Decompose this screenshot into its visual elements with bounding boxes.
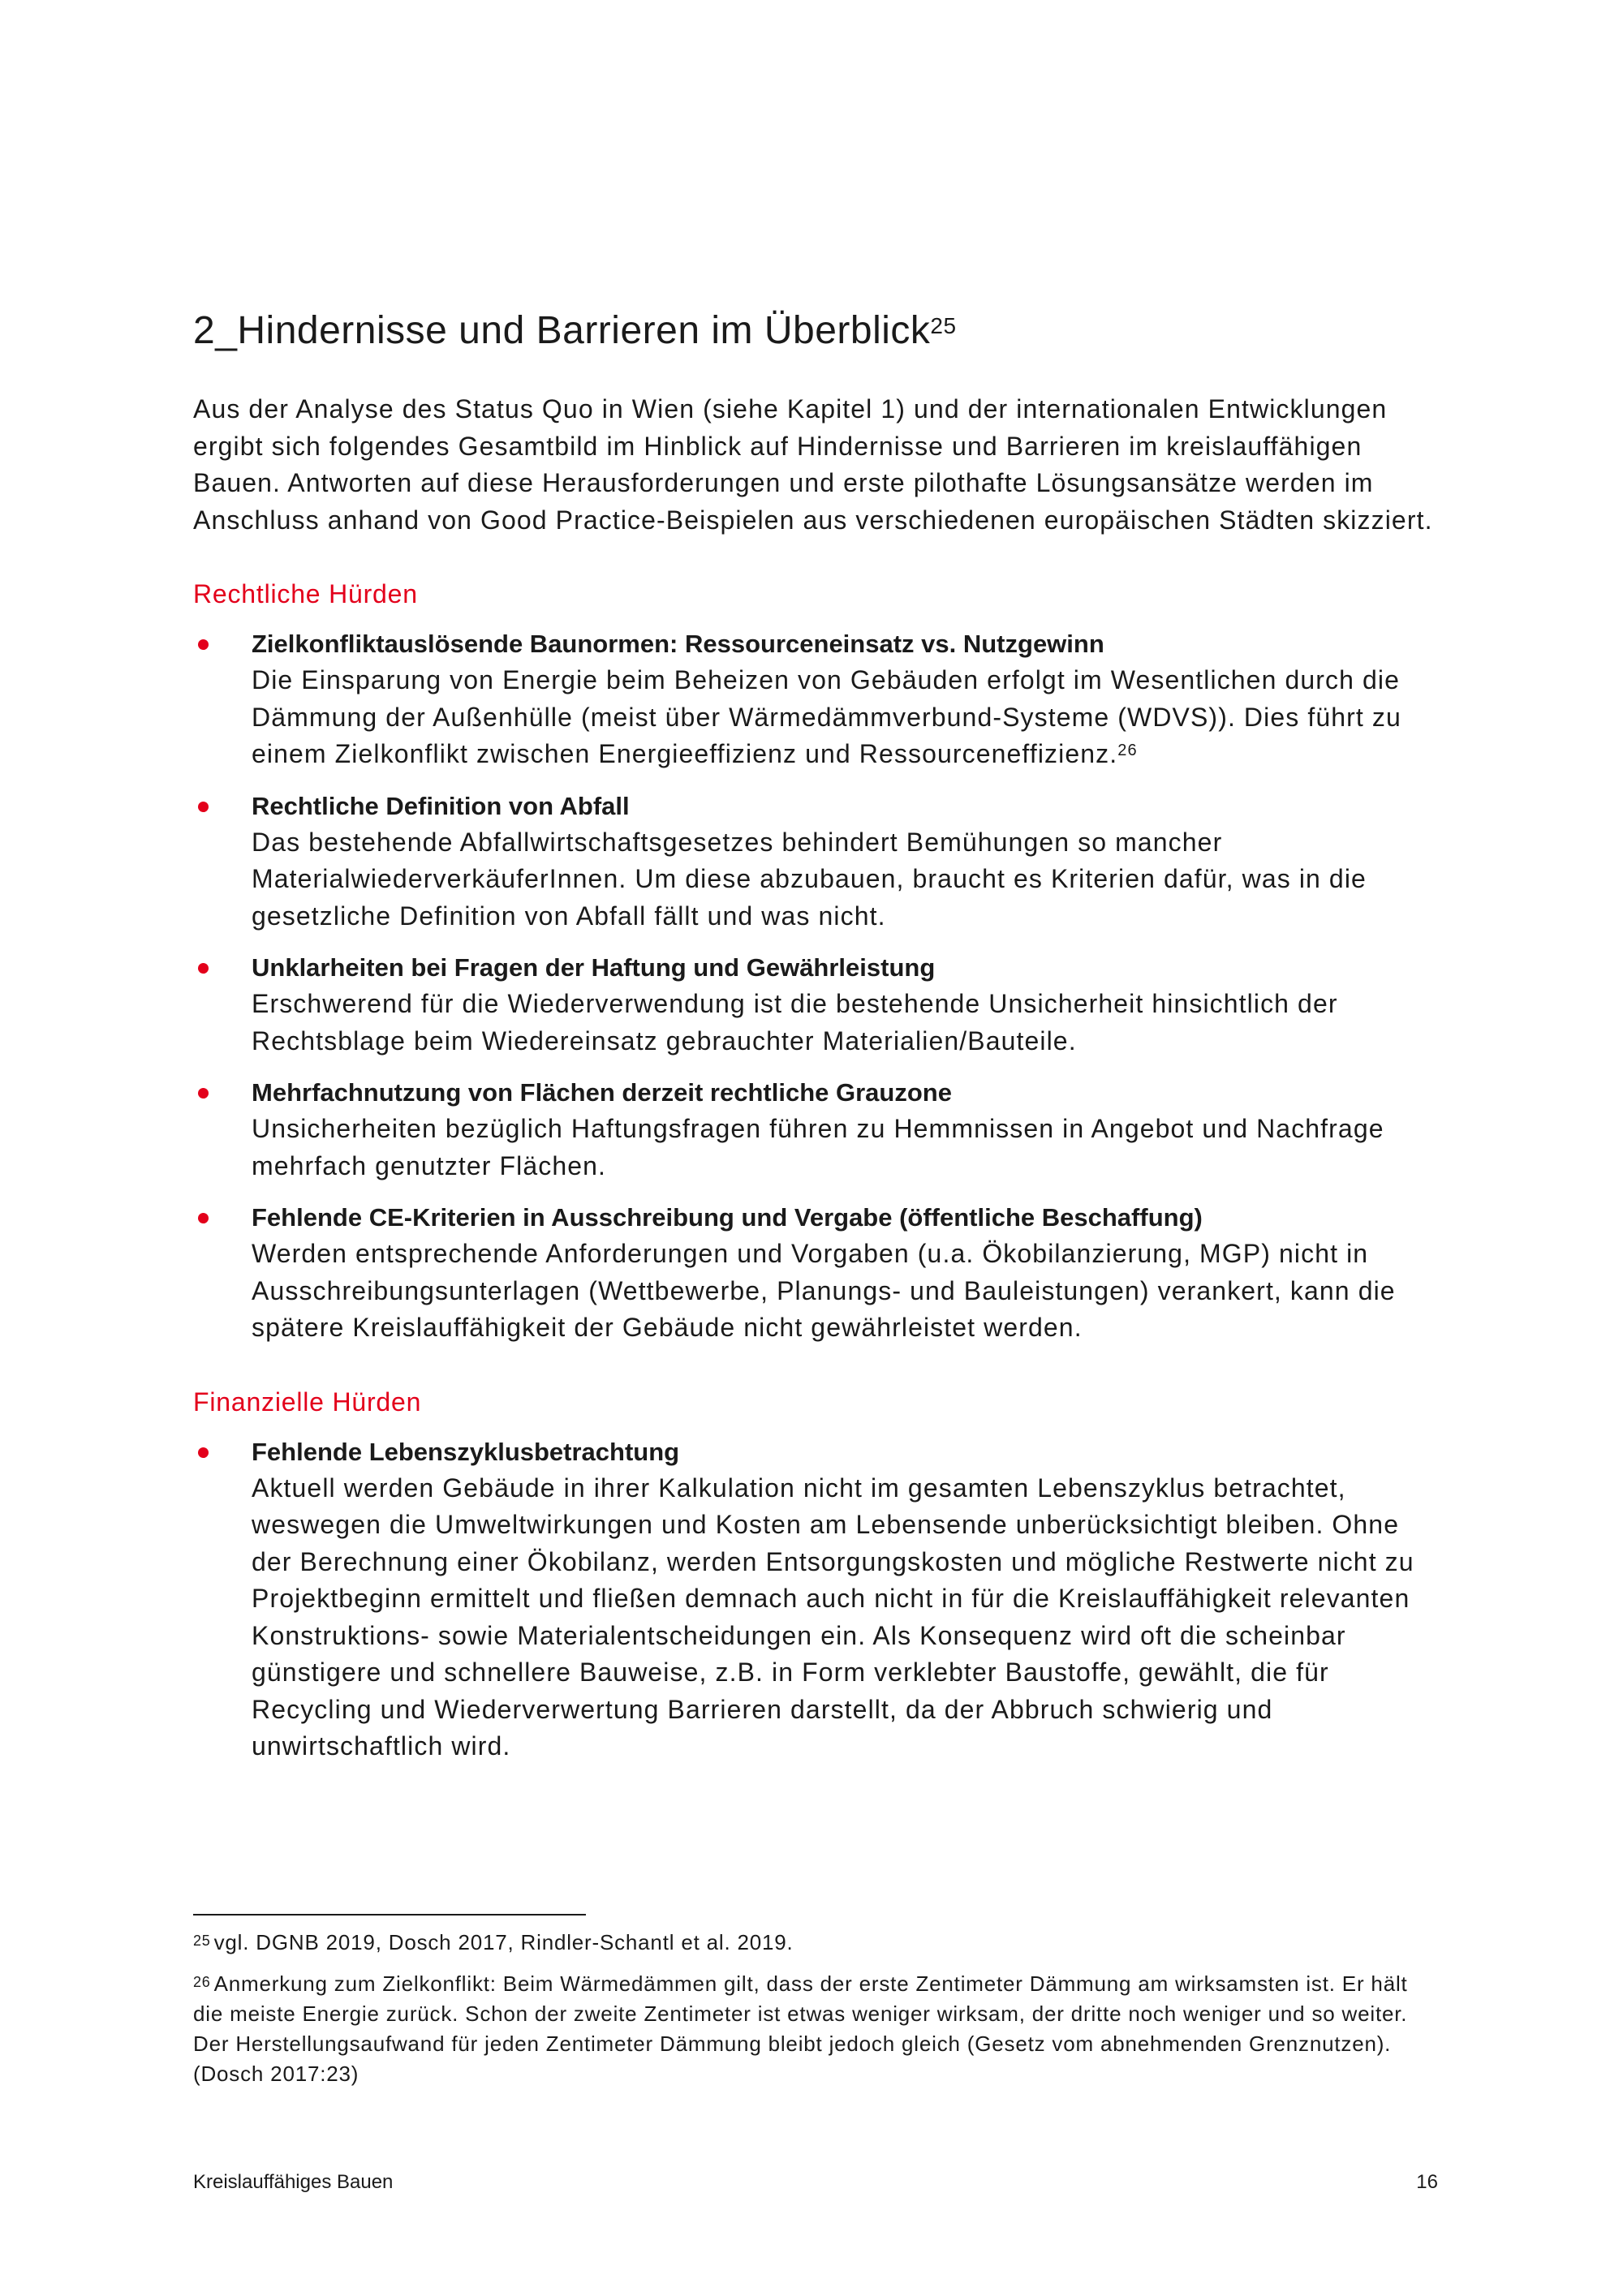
- item-title: Zielkonfliktauslösende Baunormen: Ressourceneinsatz vs. Nutzgewinn: [252, 630, 1104, 658]
- list-item: [193, 1434, 1443, 1765]
- list-rechtliche-huerden: [193, 626, 1443, 1347]
- item-text: Die Einsparung von Energie beim Beheizen von Gebäuden erfolgt im Wesentlichen durch die Dämmung der Außenhülle (meist über Wärmedämmverbund-Systeme (WDVS)). Dies führt zu einem Zielkonflikt zwischen Energieeffizienz und Ressourceneffizienz.$^{26}$: [252, 665, 1401, 768]
- page-number: 16: [1416, 2171, 1438, 2193]
- list-item: [193, 1074, 1443, 1185]
- footnote-text: Anmerkung zum Zielkonflikt: Beim Wärmedämmen gilt, dass der erste Zentimeter Dämmung am wirksamsten ist. Er hält die meiste Energie zurück. Schon der zweite Zentimeter ist etwas weniger wirksam, der dritte noch weniger und so weiter. Der Herstellungsaufwand für jeden Zentimeter Dämmung bleibt jedoch gleich (Gesetz vom abnehmenden Grenznutzen). (Dosch 2017:23): [193, 1971, 1408, 2086]
- section-title-rechtliche-huerden: Rechtliche Hürden: [193, 579, 418, 608]
- footnote-ref-26: 26: [1117, 742, 1138, 759]
- footnote-ref-25: 25: [930, 313, 957, 338]
- footnote-number: 25: [193, 1933, 211, 1949]
- item-text: Werden entsprechende Anforderungen und Vorgaben (u.a. Ökobilanzierung, MGP) nicht in Ausschreibungsunterlagen (Wettbewerbe, Planungs- und Bauleistungen) verankert, kann die spätere Kreislauffähigkeit der Gebäude nicht gewährleistet werden.: [252, 1239, 1396, 1342]
- list-item: [193, 949, 1443, 1060]
- page-footer: [193, 2171, 1438, 2194]
- list-item: [193, 1199, 1443, 1347]
- footnote-26: [193, 1969, 1443, 2089]
- footnotes: [193, 1928, 1443, 2100]
- footer-document-title: Kreislauffähiges Bauen: [193, 2171, 394, 2193]
- page-title: 2_Hindernisse und Barrieren im Überblick$^{25}$: [193, 309, 957, 352]
- item-title: Fehlende Lebenszyklusbetrachtung: [252, 1437, 680, 1466]
- section-title-finanzielle-huerden: Finanzielle Hürden: [193, 1387, 422, 1417]
- item-text: Das bestehende Abfallwirtschaftsgesetzes behindert Bemühungen so mancher MaterialwiederverkäuferInnen. Um diese abzubauen, braucht es Kriterien dafür, was in die gesetzliche Definition von Abfall fällt und was nicht.: [252, 827, 1367, 931]
- item-text: Unsicherheiten bezüglich Haftungsfragen führen zu Hemmnissen in Angebot und Nachfrage mehrfach genutzter Flächen.: [252, 1114, 1384, 1180]
- bullet-icon: [198, 1447, 209, 1458]
- footnote-number: 26: [193, 1974, 211, 1990]
- bullet-icon: [198, 639, 209, 650]
- bullet-icon: [198, 802, 209, 812]
- list-finanzielle-huerden: [193, 1434, 1443, 1765]
- footnote-25: [193, 1928, 1443, 1958]
- item-title: Fehlende CE-Kriterien in Ausschreibung und Vergabe (öffentliche Beschaffung): [252, 1203, 1203, 1232]
- bullet-icon: [198, 1088, 209, 1099]
- bullet-icon: [198, 963, 209, 974]
- list-item: [193, 788, 1443, 935]
- bullet-icon: [198, 1213, 209, 1223]
- main-content: [193, 307, 1443, 1780]
- item-title: Unklarheiten bei Fragen der Haftung und Gewährleistung: [252, 953, 936, 982]
- footnote-separator: [193, 1914, 586, 1915]
- footnote-text: vgl. DGNB 2019, Dosch 2017, Rindler-Schantl et al. 2019.: [213, 1930, 794, 1954]
- list-item: [193, 626, 1443, 773]
- item-title: Mehrfachnutzung von Flächen derzeit rechtliche Grauzone: [252, 1078, 952, 1107]
- intro-paragraph: Aus der Analyse des Status Quo in Wien (siehe Kapitel 1) und der internationalen Entwicklungen ergibt sich folgendes Gesamtbild im Hinblick auf Hindernisse und Barrieren im kreislauffähigen Bauen. Antworten auf diese Herausforderungen und erste pilothafte Lösungsansätze werden im Anschluss anhand von Good Practice-Beispielen aus verschiedenen europäischen Städten skizziert.: [193, 394, 1433, 535]
- item-text: Aktuell werden Gebäude in ihrer Kalkulation nicht im gesamten Lebenszyklus betrachtet, weswegen die Umweltwirkungen und Kosten am Lebensende unberücksichtigt bleiben. Ohne der Berechnung einer Ökobilanz, werden Entsorgungskosten und mögliche Restwerte nicht zu Projektbeginn ermittelt und fließen demnach auch nicht in für die Kreislauffähigkeit relevanten Konstruktions- sowie Materialentscheidungen ein. Als Konsequenz wird oft die scheinbar günstigere und schnellere Bauweise, z.B. in Form verklebter Baustoffe, gewählt, die für Recycling und Wiederverwertung Barrieren darstellt, da der Abbruch schwierig und unwirtschaftlich wird.: [252, 1473, 1414, 1761]
- item-title: Rechtliche Definition von Abfall: [252, 791, 630, 820]
- item-text: Erschwerend für die Wiederverwendung ist die bestehende Unsicherheit hinsichtlich der Rechtsblage beim Wiedereinsatz gebrauchter Materialien/Bauteile.: [252, 989, 1338, 1056]
